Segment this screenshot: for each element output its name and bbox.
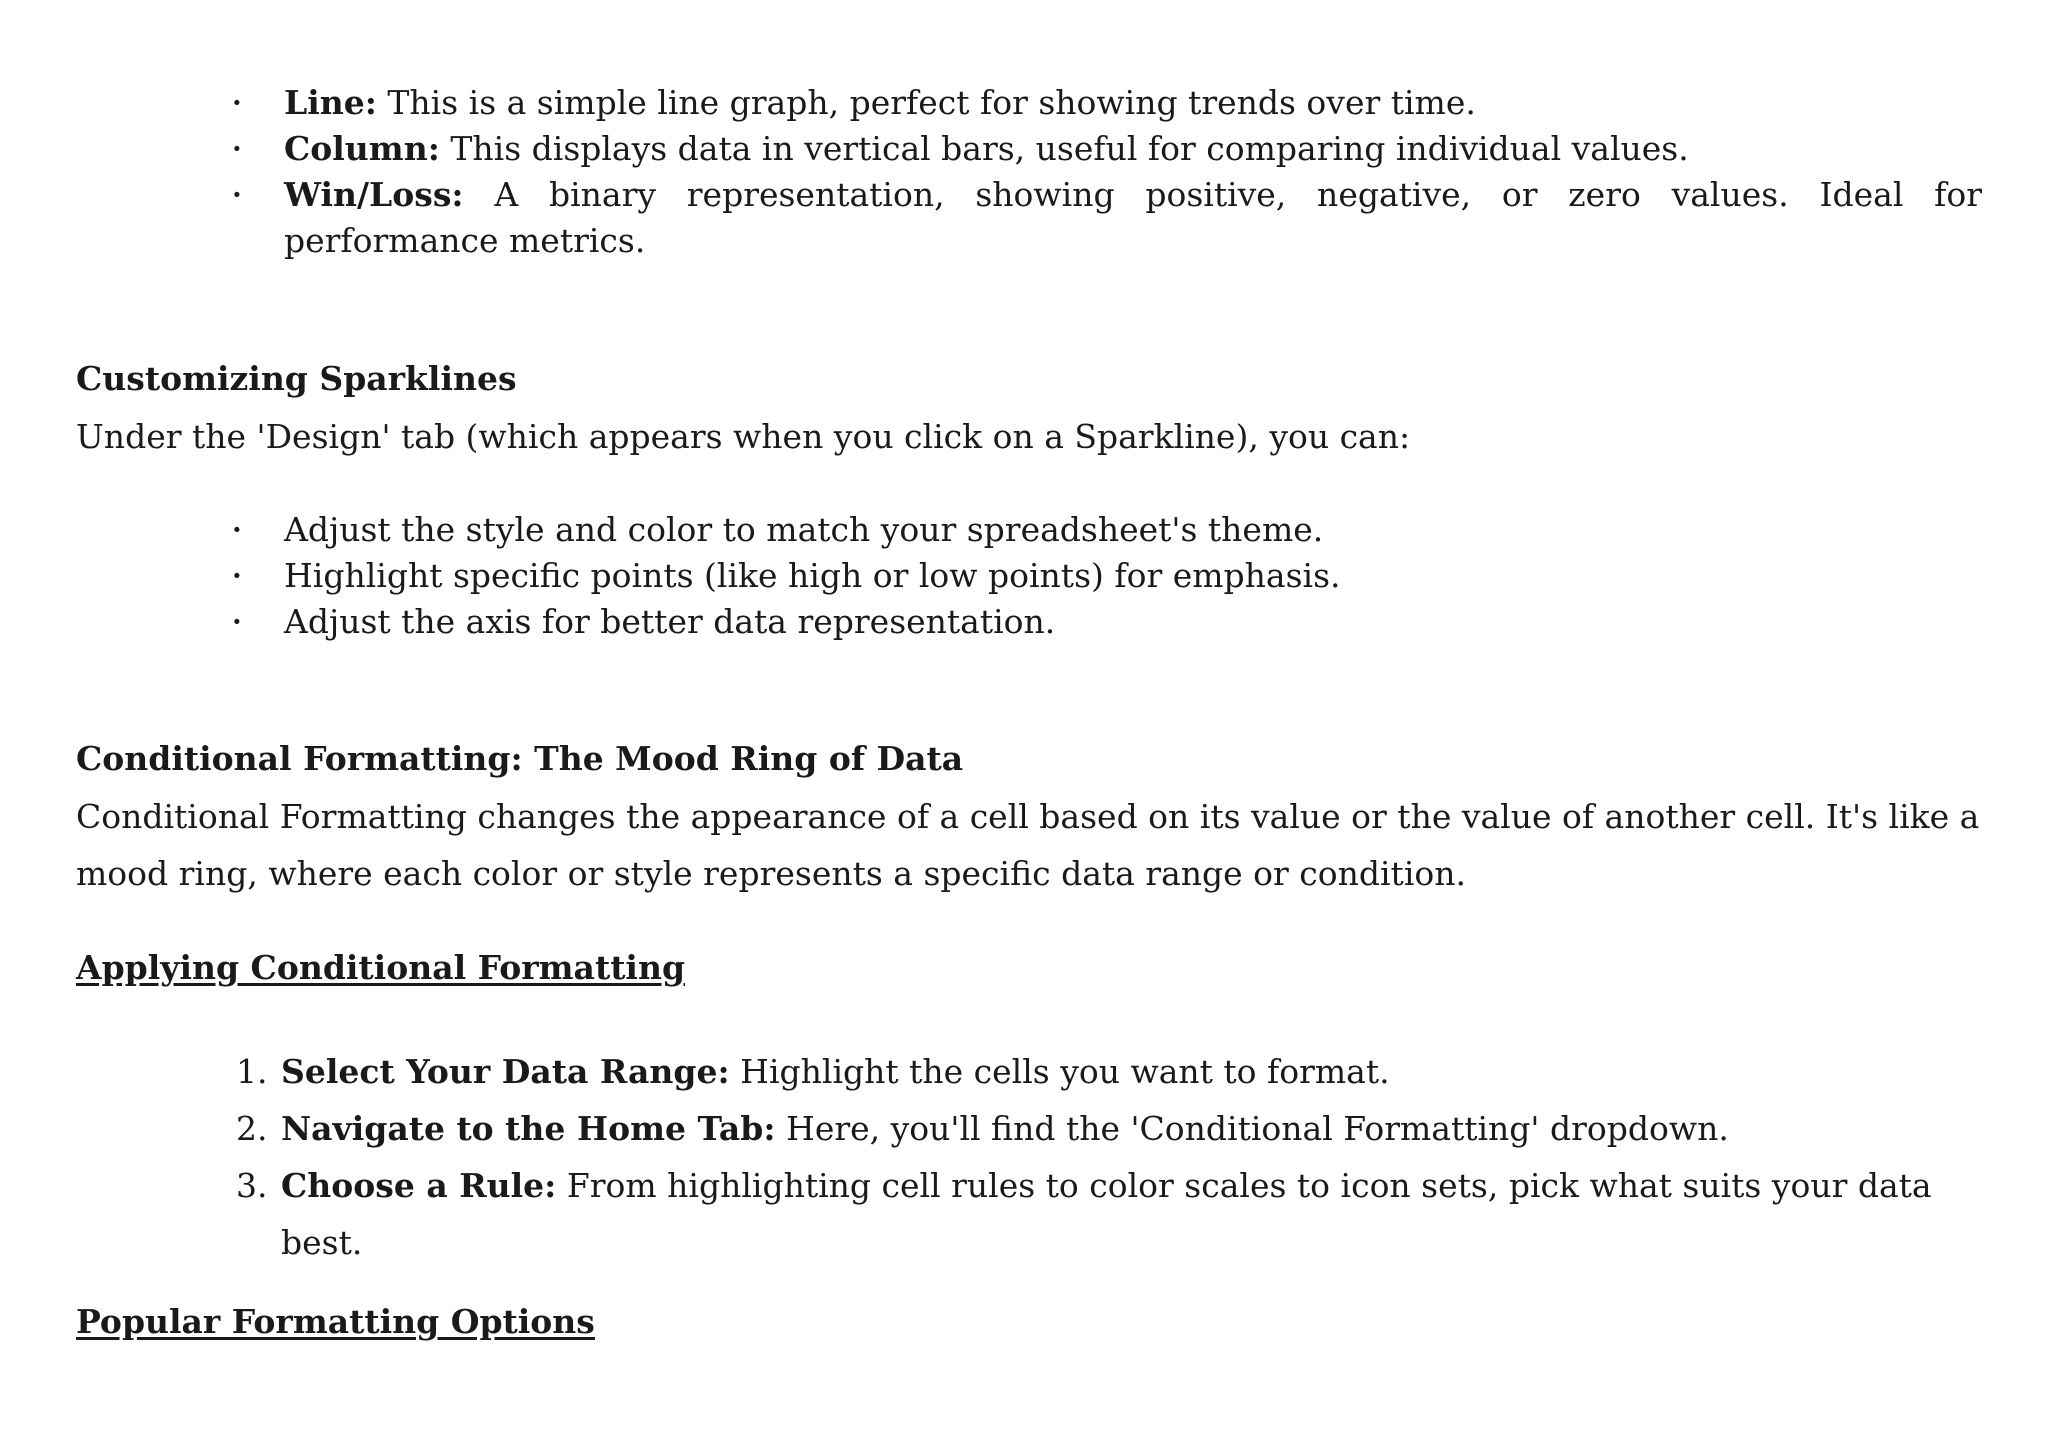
list-item <box>76 80 1982 126</box>
conditional-heading: Conditional Formatting: The Mood Ring of Data <box>76 739 964 778</box>
sparkline-types-list <box>76 80 1982 264</box>
item-term: Win/Loss: <box>284 175 464 214</box>
bullet-icon: · <box>232 132 242 165</box>
list-item <box>76 172 1982 264</box>
step-text: From highlighting cell rules to color scales to icon sets, pick what suits your data best. <box>281 1166 1932 1262</box>
item-text: Highlight specific points (like high or low points) for emphasis. <box>284 556 1341 595</box>
step-term: Select Your Data Range: <box>281 1052 730 1091</box>
list-item <box>76 599 1982 645</box>
popular-heading: Popular Formatting Options <box>76 1302 595 1341</box>
list-item <box>76 1100 1982 1157</box>
list-item <box>76 1157 1982 1271</box>
bullet-icon: · <box>232 178 242 211</box>
applying-steps-list <box>76 1043 1982 1271</box>
step-number: 1. <box>236 1052 268 1091</box>
bullet-icon: · <box>232 513 242 546</box>
step-number: 2. <box>236 1109 268 1148</box>
item-text: Adjust the style and color to match your spreadsheet's theme. <box>284 510 1324 549</box>
bullet-icon: · <box>232 605 242 638</box>
item-text: This displays data in vertical bars, useful for comparing individual values. <box>439 129 1689 168</box>
step-text: Highlight the cells you want to format. <box>729 1052 1390 1091</box>
step-term: Navigate to the Home Tab: <box>281 1109 776 1148</box>
step-text: Here, you'll find the 'Conditional Formatting' dropdown. <box>775 1109 1729 1148</box>
customizing-heading: Customizing Sparklines <box>76 359 517 398</box>
applying-heading: Applying Conditional Formatting <box>76 948 686 987</box>
bullet-icon: · <box>232 86 242 119</box>
step-term: Choose a Rule: <box>281 1166 557 1205</box>
list-item <box>76 507 1982 553</box>
step-number: 3. <box>236 1166 268 1205</box>
bullet-icon: · <box>232 559 242 592</box>
item-term: Column: <box>284 129 440 168</box>
item-text: Adjust the axis for better data representation. <box>284 602 1056 641</box>
item-term: Line: <box>284 83 377 122</box>
customizing-intro: Under the 'Design' tab (which appears when you click on a Sparkline), you can: <box>76 417 1411 456</box>
list-item <box>76 126 1982 172</box>
list-item <box>76 1043 1982 1100</box>
item-text: This is a simple line graph, perfect for showing trends over time. <box>376 83 1476 122</box>
customizing-list <box>76 507 1982 645</box>
conditional-body: Conditional Formatting changes the appearance of a cell based on its value or the value of another cell. It's like a mood ring, where each color or style represents a specific data range or condition. <box>76 797 1980 893</box>
item-text: A binary representation, showing positive, negative, or zero values. Ideal for performance metrics. <box>284 175 1982 260</box>
list-item <box>76 553 1982 599</box>
